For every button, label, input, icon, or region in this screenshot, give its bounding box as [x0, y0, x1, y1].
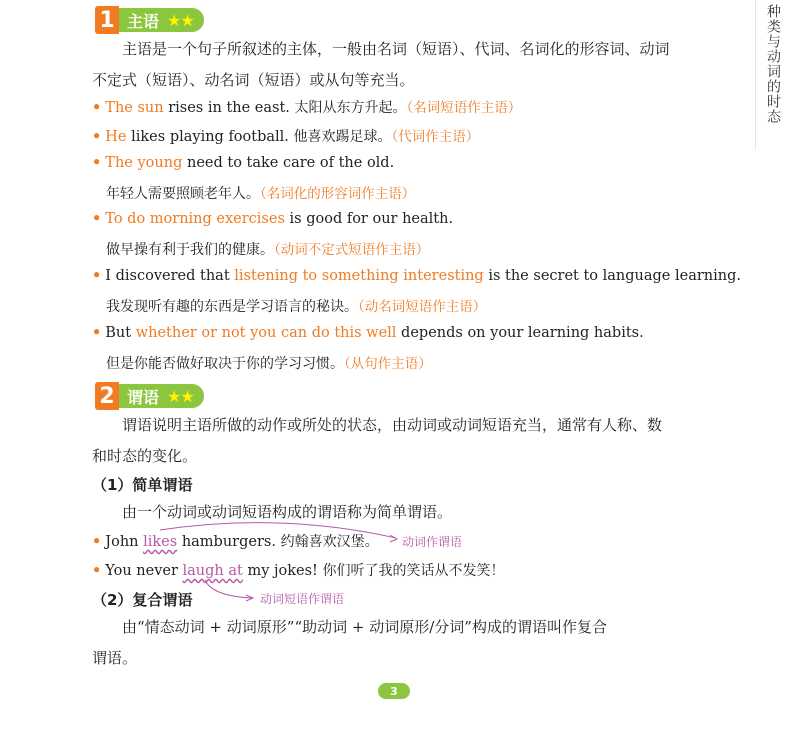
predicate-note-1: 动词作谓语 [402, 535, 463, 549]
example-note: （名词化的形容词作主语） [260, 186, 416, 202]
example-note: （动名词短语作主语） [358, 299, 487, 315]
subject-example-3-translation [106, 182, 415, 203]
example-prefix: You never [105, 563, 183, 579]
section-1-intro-line-1: 主语是一个句子所叙述的主体，一般由名词（短语）、代词、名词化的形容词、动词 [122, 40, 670, 58]
example-rest: need to take care of the old. [182, 155, 395, 171]
example-highlight: likes [143, 534, 178, 550]
example-rest: hamburgers. [177, 534, 276, 550]
example-translation: 约翰喜欢汉堡。 [280, 534, 379, 550]
section-1-intro [92, 34, 694, 96]
section-2-number: 2 [95, 382, 119, 410]
side-tab [755, 0, 790, 150]
section-2-title: 谓语 [127, 387, 160, 407]
example-rest: depends on your learning habits. [396, 325, 644, 341]
predicate-example-1 [92, 531, 379, 551]
simple-predicate-desc: 由一个动词或动词短语构成的谓语称为简单谓语。 [122, 503, 453, 521]
subject-example-4 [92, 210, 453, 227]
compound-predicate-heading: （2）复合谓语 [92, 591, 193, 609]
subject-example-4-translation [106, 238, 429, 259]
section-1-number: 1 [95, 6, 119, 34]
example-translation: 太阳从东方升起。 [294, 100, 407, 116]
predicate-note-2: 动词短语作谓语 [260, 592, 345, 606]
example-rest: likes playing football. [126, 129, 289, 145]
example-rest: is the secret to language learning. [483, 268, 741, 284]
section-2-header [95, 382, 204, 410]
example-translation: 做早操有利于我们的健康。 [106, 242, 274, 258]
side-tab-label: 种类与动词的时态 [765, 4, 781, 124]
example-rest: is good for our health. [284, 211, 454, 227]
arrow-laugh-at-head [246, 595, 253, 601]
example-rest: rises in the east. [163, 100, 290, 116]
example-highlight: listening to something interesting [234, 268, 484, 284]
compound-desc-line-2: 谓语。 [92, 649, 138, 667]
example-highlight: To do morning exercises [105, 211, 285, 227]
bullet-icon: • [92, 267, 102, 284]
example-highlight: whether or not you can do this well [135, 325, 397, 341]
bullet-icon: • [92, 154, 102, 171]
section-1-header [95, 6, 204, 34]
section-1-stars-icon: ★★ [167, 10, 194, 30]
page-number: 3 [378, 683, 410, 699]
bullet-icon: • [92, 562, 102, 579]
section-2-intro-line-2: 和时态的变化。 [92, 447, 198, 465]
section-2-intro [92, 410, 694, 472]
simple-predicate-heading: （1）简单谓语 [92, 476, 193, 494]
section-2-title-badge [119, 384, 204, 408]
example-translation: 年轻人需要照顾老年人。 [106, 186, 260, 202]
bullet-icon: • [92, 324, 102, 341]
example-highlight: The sun [105, 100, 164, 116]
section-1-title-badge [119, 8, 204, 32]
bullet-icon: • [92, 128, 102, 145]
section-2-intro-line-1: 谓语说明主语所做的动作或所处的状态，由动词或动词短语充当，通常有人称、数 [122, 416, 663, 434]
bullet-icon: • [92, 99, 102, 116]
section-1-intro-line-2: 不定式（短语）、动名词（短语）或从句等充当。 [92, 71, 415, 89]
example-note: （代词作主语） [391, 129, 480, 145]
example-translation: 我发现听有趣的东西是学习语言的秘诀。 [106, 299, 358, 315]
example-translation: 你们听了我的笑话从不发笑！ [322, 563, 505, 579]
example-note: （动词不定式短语作主语） [274, 242, 430, 258]
section-1-title: 主语 [127, 11, 160, 31]
example-highlight: laugh at [182, 563, 243, 579]
example-note: （名词短语作主语） [406, 100, 522, 116]
compound-desc-line-1: 由“情态动词 + 动词原形”“助动词 + 动词原形/分词”构成的谓语叫作复合 [122, 618, 607, 636]
example-highlight: He [105, 129, 127, 145]
example-translation: 但是你能否做好取决于你的学习习惯。 [106, 356, 344, 372]
example-highlight: The young [105, 155, 183, 171]
subject-example-5 [92, 267, 741, 284]
subject-example-2 [92, 125, 479, 146]
bullet-icon: • [92, 210, 102, 227]
example-rest: my jokes! [242, 563, 318, 579]
example-prefix: I discovered that [105, 268, 235, 284]
subject-example-1 [92, 96, 521, 117]
compound-predicate-desc [92, 612, 694, 674]
subject-example-3 [92, 154, 394, 171]
section-2-stars-icon: ★★ [167, 386, 194, 406]
example-translation: 他喜欢踢足球。 [293, 129, 392, 145]
example-note: （从句作主语） [344, 356, 432, 372]
bullet-icon: • [92, 533, 102, 550]
example-prefix: But [105, 325, 136, 341]
subject-example-6-translation [106, 352, 432, 373]
subject-example-5-translation [106, 295, 486, 316]
example-prefix: John [105, 534, 144, 550]
arrow-likes-head [390, 535, 397, 542]
arrow-laugh-at [205, 580, 252, 598]
predicate-example-2 [92, 560, 504, 580]
subject-example-6 [92, 324, 644, 341]
